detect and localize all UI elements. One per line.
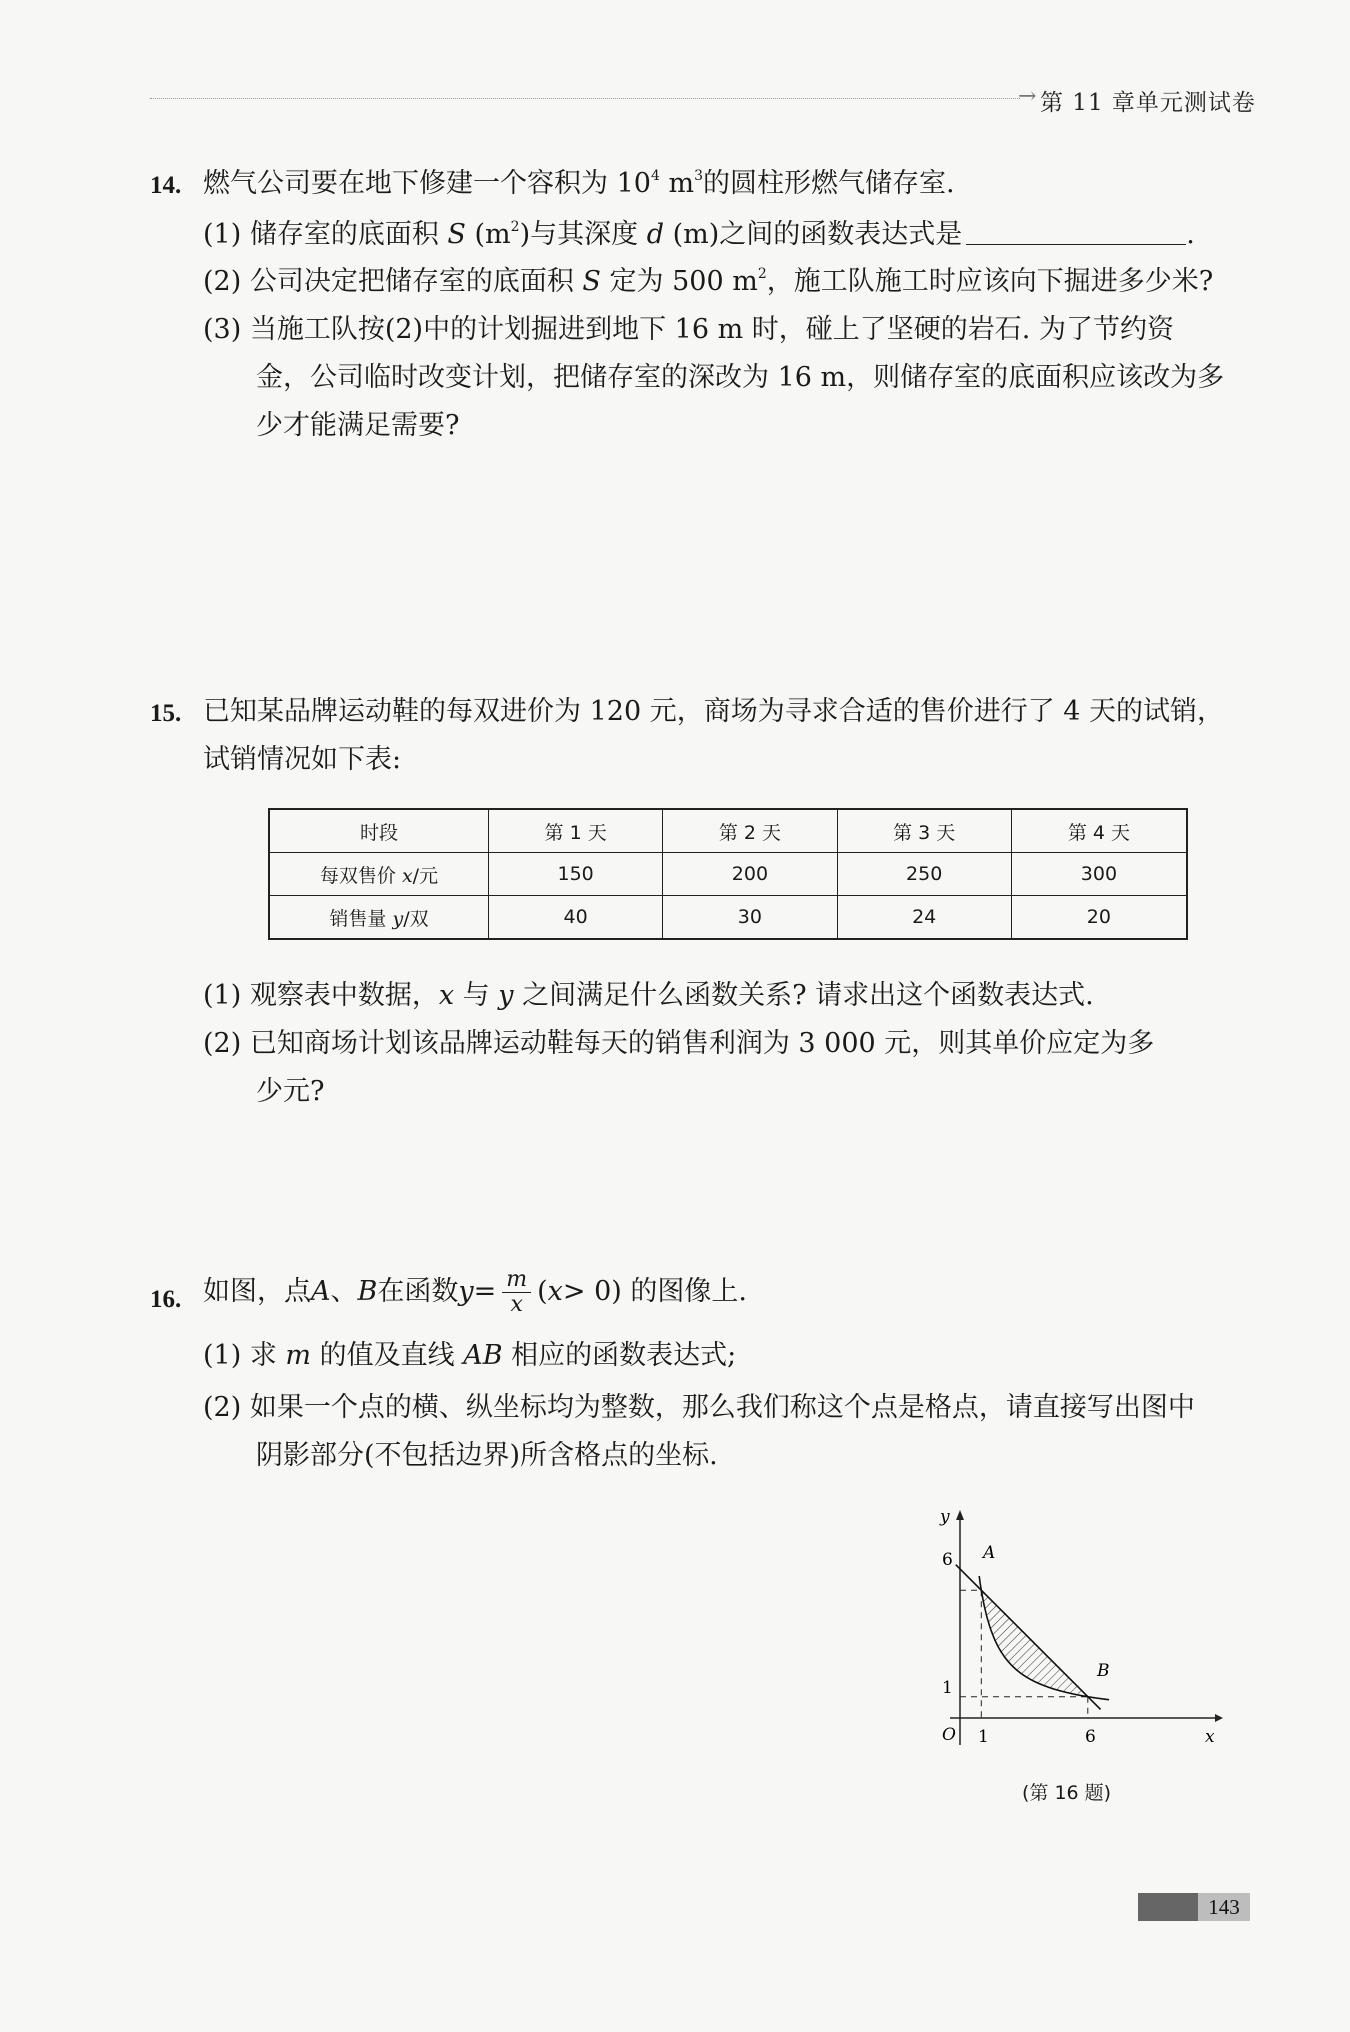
question-16-part-2-line-2: 阴影部分(不包括边界)所含格点的坐标. — [256, 1440, 718, 1471]
table-row — [269, 853, 1187, 896]
figure-caption: (第 16 题) — [1022, 1782, 1112, 1804]
x-axis-label: x — [1205, 1727, 1215, 1747]
question-15-intro-line-2: 试销情况如下表: — [203, 744, 402, 775]
question-14-part-2: (2) 公司决定把储存室的底面积 S 定为 500 $m^2$，施工队施工时应该向下掘进多少米? — [203, 266, 1214, 297]
table-cell: 150 — [489, 853, 663, 896]
tick-label-y-6: 6 — [942, 1550, 953, 1570]
page-number: 143 — [1208, 1895, 1240, 1919]
question-15-number: 15. — [150, 700, 182, 727]
tick-label-y-1: 1 — [942, 1678, 953, 1698]
table-row-label: 每双售价 x/元 — [269, 853, 489, 896]
question-16-number: 16. — [150, 1286, 182, 1313]
question-15-part-2-line-1: (2) 已知商场计划该品牌运动鞋每天的销售利润为 3 000 元，则其单价应定为多 — [203, 1028, 1155, 1059]
question-14-number: 14. — [150, 172, 182, 199]
table-cell: 20 — [1011, 896, 1187, 940]
table-header-cell: 第 3 天 — [837, 809, 1011, 853]
table-row-label: 销售量 y/双 — [269, 896, 489, 940]
point-a-label: A — [983, 1543, 996, 1563]
chapter-header: 第 11 章单元测试卷 — [1040, 90, 1256, 116]
y-axis-label: y — [940, 1507, 950, 1527]
question-16-intro: 如图，点 A 、 B 在函数 y = $\frac{m}{x}$ ( x > 0) 的图像上. — [203, 1267, 747, 1318]
table-header-cell: 第 4 天 — [1011, 809, 1187, 853]
question-16-part-2-line-1: (2) 如果一个点的横、纵坐标均为整数，那么我们称这个点是格点，请直接写出图中 — [203, 1392, 1195, 1423]
origin-label: O — [942, 1725, 956, 1745]
header-arrow-icon: → — [1018, 84, 1037, 109]
question-16-part-1: (1) 求 m 的值及直线 AB 相应的函数表达式; — [203, 1340, 737, 1371]
table-cell: 30 — [663, 896, 837, 940]
question-14-part-3-line-3: 少才能满足需要? — [256, 410, 460, 441]
table-cell: 200 — [663, 853, 837, 896]
page-number-bar — [1138, 1893, 1198, 1921]
question-14-intro: 燃气公司要在地下修建一个容积为 $10^4$ $m^3$的圆柱形燃气储存室. — [203, 168, 955, 199]
table-header-cell: 第 2 天 — [663, 809, 837, 853]
table-cell: 300 — [1011, 853, 1187, 896]
table-header-row — [269, 809, 1187, 853]
table-cell: 250 — [837, 853, 1011, 896]
question-14-part-3-line-1: (3) 当施工队按(2)中的计划掘进到地下 16 m 时，碰上了坚硬的岩石. 为了节约资 — [203, 314, 1174, 345]
table-cell: 24 — [837, 896, 1011, 940]
fraction-m-over-x: $\frac{m}{x}$ — [502, 1268, 531, 1317]
table-header-cell: 时段 — [269, 809, 489, 853]
x-axis-arrow-icon — [1215, 1714, 1223, 1722]
question-14-part-1: (1) 储存室的底面积 S $(m^2)$与其深度 d (m)之间的函数表达式是 . — [203, 219, 1195, 250]
function-graph — [915, 1500, 1245, 1760]
question-15-intro-line-1: 已知某品牌运动鞋的每双进价为 120 元，商场为寻求合适的售价进行了 4 天的试销， — [203, 696, 1225, 727]
answer-blank[interactable] — [966, 218, 1186, 245]
line-ab — [956, 1565, 1101, 1710]
tick-label-x-1: 1 — [978, 1727, 989, 1747]
table-row — [269, 896, 1187, 940]
point-b-label: B — [1097, 1661, 1110, 1681]
table-header-cell: 第 1 天 — [489, 809, 663, 853]
tick-label-x-6: 6 — [1085, 1727, 1096, 1747]
header-rule — [150, 98, 1020, 99]
sales-table — [268, 808, 1188, 940]
question-15-part-1: (1) 观察表中数据，x 与 y 之间满足什么函数关系? 请求出这个函数表达式. — [203, 980, 1094, 1011]
question-15-part-2-line-2: 少元? — [256, 1076, 325, 1107]
question-14-part-3-line-2: 金，公司临时改变计划，把储存室的深改为 16 m，则储存室的底面积应该改为多 — [256, 362, 1225, 393]
table-cell: 40 — [489, 896, 663, 940]
y-axis-arrow-icon — [956, 1510, 964, 1520]
